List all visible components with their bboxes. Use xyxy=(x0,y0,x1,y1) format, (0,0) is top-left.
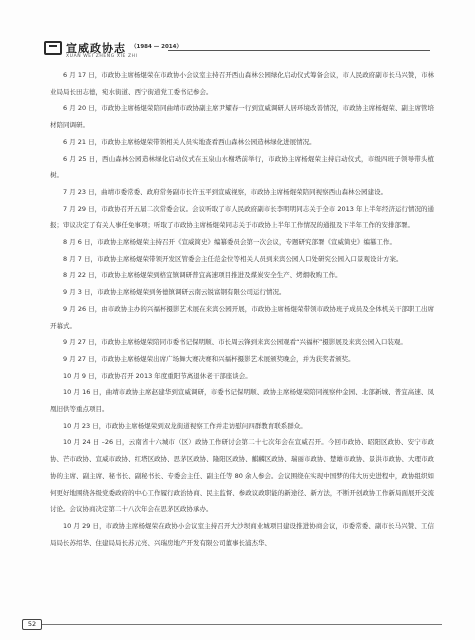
chronicle-entry: 6 月 21 日，市政协主席杨焜荣带领相关人员实地查看西山森林公园造林绿化进展情况。 xyxy=(63,137,316,146)
chronicle-entry: 7 月 23 日，曲靖市委常委、政府常务副市长许玉平到宣威视察，市政协主席杨焜荣陪同视察西山森林公园建设。 xyxy=(63,187,388,196)
publication-logo-icon xyxy=(44,41,62,55)
footer-divider xyxy=(42,624,442,625)
chronicle-entry: 10 月 9 日，市政协召开 2013 年度重阳节离退休老干部座谈会。 xyxy=(63,371,252,380)
publication-title: 宣威政协志 xyxy=(66,42,126,55)
chronicle-entry: 9 月 27 日，市政协主席杨焜荣陪同市委书记保明顺、市长周云锋到来宾公园观看“兴福杯”摄影展及来宾公园入口装观。 xyxy=(63,338,407,347)
chronicle-entry: 10 月 16 日，曲靖市政协主席赵建华到宣威调研，市委书记保明顺、政协主席杨焜荣陪同视察仲金园、北部新城、普宜高速、凤凰旧供等重点项目。 xyxy=(50,388,434,414)
chronicle-entry: 10 月 24 日 –26 日，云南省十六城市（区）政协工作研讨会第二十七次年会在宣威召开。今回市政协、昭阳区政协、安宁市政协、芒市政协、宣威市政协、红塔区政协、思茅区政协、隆阳区政协、麒麟区政协、瑞丽市政协、楚雄市政协、景洪市政协、大理市政协的主席、副主席、秘书长、副秘书长、专委会主任、副主任等 80 余人参会。会议围绕在实现中国梦的伟大历史进程中，政协组织如何更好地围绕各级党委政府的中心工作履行政治协商、民主监督、参政议政职能的新途径、新方法，不断开创政协工作新局面展开交流讨论。会议协商决定第二十八次年会在思茅区政协承办。 xyxy=(50,438,434,514)
document-body xyxy=(50,67,434,551)
chronicle-entry: 6 月 25 日，西山森林公园造林绿化启动仪式在玉泉山水榭塔前举行，市政协主席杨焜荣主持启动仪式，市级四班子领导带头植树。 xyxy=(50,154,434,180)
chronicle-entry: 10 月 23 日，市政协主席杨焜荣到双龙街道视察工作并走访慰问四群教育联系群众。 xyxy=(63,421,307,430)
publication-pinyin: XUAN WEI ZHENG XIE ZHI xyxy=(66,54,138,59)
page-header xyxy=(0,0,475,64)
chronicle-entry: 7 月 29 日，市政协召开五届二次常委会议。会议听取了市人民政府副市长李明明同志关于全市 2013 年上半年经济运行情况的通报；审议决定了有关人事任免事项；听取了市政协主席杨焜荣同志关于市政协上半年工作情况的通报及下半年工作的安排部署。 xyxy=(50,204,434,230)
chronicle-entry: 9 月 3 日，市政协主席杨焜荣到务德镇调研云南云锐富钢有限公司运行情况。 xyxy=(63,288,286,297)
chronicle-entry: 6 月 20 日，市政协主席杨焜荣陪同曲靖市政协副主席尹耀春一行到宣威调研人居环境改善情况，市政协主席杨焜荣、副主席管培材陪同调研。 xyxy=(50,104,434,130)
chronicle-entry: 9 月 27 日，市政协主席杨焜荣出席广场舞大赛决赛和兴福杯摄影艺术展颁奖晚会，并为获奖者颁奖。 xyxy=(63,354,355,363)
chronicle-entry: 8 月 6 日，市政协主席杨焜荣主持召开《宣威简史》编纂委员会第一次会议，专题研究部署《宣威简史》编纂工作。 xyxy=(63,238,396,247)
header-divider xyxy=(168,50,430,51)
chronicle-entry: 8 月 22 日，市政协主席杨焜荣到格宜镇调研普宜高速项目推进及煤炭安全生产、烤烟收购工作。 xyxy=(63,271,342,280)
chronicle-entry: 6 月 17 日，市政协主席杨焜荣在市政协小会议室主持召开西山森林公园绿化启动仪式筹备会议，市人民政府副市长马兴赞，市林业局局长田志德，宛水街道、西宁街道党工委书记参会。 xyxy=(50,71,434,96)
chronicle-entry: 10 月 29 日，市政协主席杨焜荣在政协小会议室主持召开大沙坝商业城项目建设推进协商会议，市委常委、副市长马兴赞、工信局局长苏绍华、住建局局长苏元亮、兴瑞房地产开发有限公司董事长浦杰华、 xyxy=(50,521,434,547)
publication-years: （1984 — 2014） xyxy=(131,44,182,50)
chronicle-entry: 9 月 26 日，由市政协主办的兴福杯摄影艺术展在来宾公园开展，市政协主席杨焜荣带领市政协班子成员及全体机关干部职工出席开幕式。 xyxy=(50,304,434,330)
chronicle-entry: 8 月 7 日，市政协主席杨焜荣带领开发区管委会主任范金位等相关人员到来宾公园人口处研究公园入口景观设计方案。 xyxy=(63,254,403,263)
page-number: 52 xyxy=(22,619,42,630)
